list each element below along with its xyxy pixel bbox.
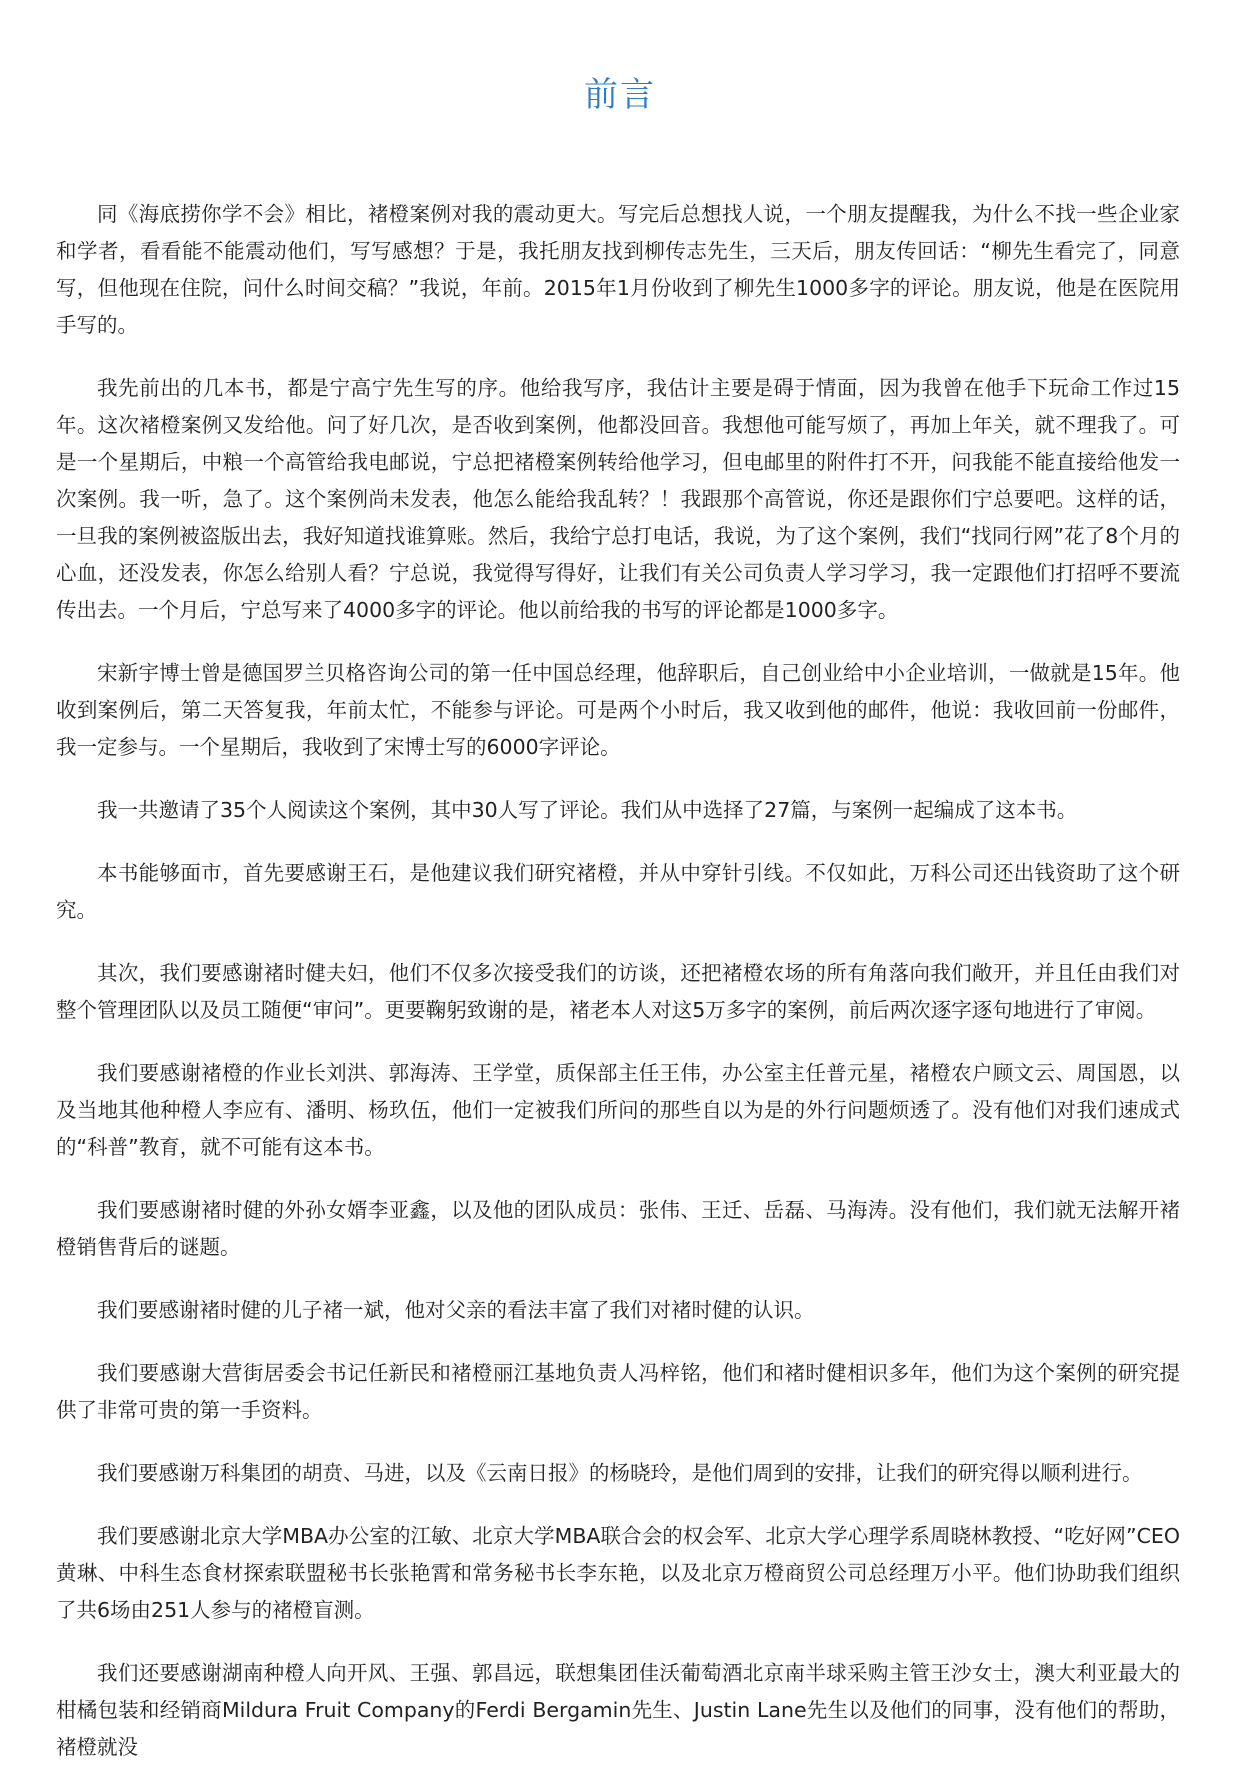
paragraph: 其次，我们要感谢褚时健夫妇，他们不仅多次接受我们的访谈，还把褚橙农场的所有角落向我们敞开，并且任由我们对整个管理团队以及员工随便“审问”。更要鞠躬致谢的是，褚老本人对这5万多字的案例，前后两次逐字逐句地进行了审阅。 <box>56 961 1180 1022</box>
paragraph: 我们要感谢万科集团的胡贲、马进，以及《云南日报》的杨晓玲，是他们周到的安排，让我们的研究得以顺利进行。 <box>97 1461 1143 1485</box>
paragraph: 本书能够面市，首先要感谢王石，是他建议我们研究褚橙，并从中穿针引线。不仅如此，万科公司还出钱资助了这个研究。 <box>56 861 1180 922</box>
paragraph: 我们要感谢褚时健的外孙女婿李亚鑫，以及他的团队成员：张伟、王迁、岳磊、马海涛。没有他们，我们就无法解开褚橙销售背后的谜题。 <box>56 1198 1180 1259</box>
paragraph: 我们要感谢大营街居委会书记任新民和褚橙丽江基地负责人冯梓铭，他们和褚时健相识多年，他们为这个案例的研究提供了非常可贵的第一手资料。 <box>56 1361 1180 1422</box>
page-title: 前言 <box>584 75 656 115</box>
paragraph: 我们要感谢北京大学MBA办公室的江敏、北京大学MBA联合会的权会军、北京大学心理学系周晓林教授、“吃好网”CEO黄琳、中科生态食材探索联盟秘书长张艳霄和常务秘书长李东艳，以及北京万橙商贸公司总经理万小平。他们协助我们组织了共6场由251人参与的褚橙盲测。 <box>56 1524 1180 1622</box>
paragraph: 我一共邀请了35个人阅读这个案例，其中30人写了评论。我们从中选择了27篇，与案例一起编成了这本书。 <box>97 798 1078 822</box>
paragraph: 我们还要感谢湖南种橙人向开风、王强、郭昌远，联想集团佳沃葡萄酒北京南半球采购主管王沙女士，澳大利亚最大的柑橘包装和经销商Mildura Fruit Company的Ferdi Bergamin先生、Justin Lane先生以及他们的同事，没有他们的帮助，褚橙就没 <box>56 1661 1180 1759</box>
paragraph: 我先前出的几本书，都是宁高宁先生写的序。他给我写序，我估计主要是碍于情面，因为我曾在他手下玩命工作过15年。这次褚橙案例又发给他。问了好几次，是否收到案例，他都没回音。我想他可能写烦了，再加上年关，就不理我了。可是一个星期后，中粮一个高管给我电邮说，宁总把褚橙案例转给他学习，但电邮里的附件打不开，问我能不能直接给他发一次案例。我一听，急了。这个案例尚未发表，他怎么能给我乱转？！我跟那个高管说，你还是跟你们宁总要吧。这样的话，一旦我的案例被盗版出去，我好知道找谁算账。然后，我给宁总打电话，我说，为了这个案例，我们“找同行网”花了8个月的心血，还没发表，你怎么给别人看？宁总说，我觉得写得好，让我们有关公司负责人学习学习，我一定跟他们打招呼不要流传出去。一个月后，宁总写来了4000多字的评论。他以前给我的书写的评论都是1000多字。 <box>56 376 1180 622</box>
paragraph: 我们要感谢褚时健的儿子褚一斌，他对父亲的看法丰富了我们对褚时健的认识。 <box>97 1298 815 1322</box>
document-body <box>56 196 1180 1792</box>
paragraph: 宋新宇博士曾是德国罗兰贝格咨询公司的第一任中国总经理，他辞职后，自己创业给中小企业培训，一做就是15年。他收到案例后，第二天答复我，年前太忙，不能参与评论。可是两个小时后，我又收到他的邮件，他说：我收回前一份邮件，我一定参与。一个星期后，我收到了宋博士写的6000字评论。 <box>56 661 1180 759</box>
paragraph: 我们要感谢褚橙的作业长刘洪、郭海涛、王学堂，质保部主任王伟，办公室主任普元星，褚橙农户顾文云、周国恩，以及当地其他种橙人李应有、潘明、杨玖伍，他们一定被我们所问的那些自以为是的外行问题烦透了。没有他们对我们速成式的“科普”教育，就不可能有这本书。 <box>56 1061 1180 1159</box>
paragraph: 同《海底捞你学不会》相比，褚橙案例对我的震动更大。写完后总想找人说，一个朋友提醒我，为什么不找一些企业家和学者，看看能不能震动他们，写写感想？于是，我托朋友找到柳传志先生，三天后，朋友传回话：“柳先生看完了，同意写，但他现在住院，问什么时间交稿？”我说，年前。2015年1月份收到了柳先生1000多字的评论。朋友说，他是在医院用手写的。 <box>56 202 1180 337</box>
